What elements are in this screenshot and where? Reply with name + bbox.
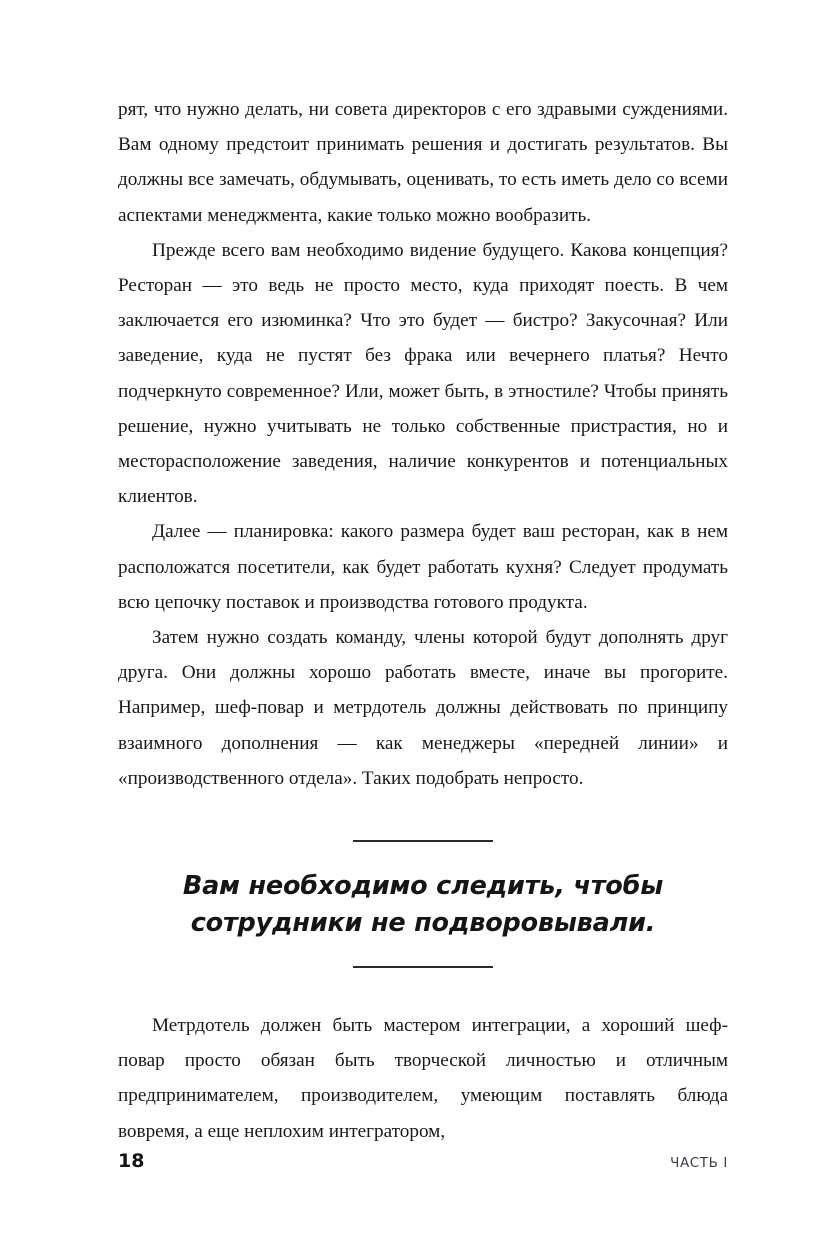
paragraph-3: Далее — планировка: какого размера будет ваш ресторан, как в нем расположатся посетители, как будет работать кухня? Следует продумать всю цепочку поставок и производства готового продукта. bbox=[118, 521, 728, 613]
paragraph-1: рят, что нужно делать, ни совета директоров с его здравыми суждениями. Вам одному предстоит принимать решения и достигать результатов. Вы должны все замечать, обдумывать, оценивать, то есть иметь дело со всеми аспектами менеджмента, какие только можно вообразить. bbox=[118, 99, 728, 226]
page-footer bbox=[118, 1150, 728, 1172]
page-body bbox=[118, 92, 728, 796]
running-head: ЧАСТЬ I bbox=[670, 1155, 728, 1171]
paragraph-2: Прежде всего вам необходимо видение будущего. Какова концепция? Ресторан — это ведь не просто место, куда приходят поесть. В чем заключается его изюминка? Что это будет — бистро? Закусочная? Или заведение, куда не пустят без фрака или вечернего платья? Нечто подчеркнуто современное? Или, может быть, в этностиле? Чтобы принять решение, нужно учитывать не только собственные пристрастия, но и месторасположение заведения, наличие конкурентов и потенциальных клиентов. bbox=[118, 239, 728, 508]
pull-quote-rule-top bbox=[353, 840, 493, 842]
paragraph-4: Затем нужно создать команду, члены которой будут дополнять друг друга. Они должны хорошо работать вместе, иначе вы прогорите. Например, шеф-повар и метрдотель должны действовать по принципу взаимного дополнения — как менеджеры «передней линии» и «производственного отдела». Таких подобрать непросто. bbox=[118, 627, 728, 789]
pull-quote bbox=[118, 840, 728, 968]
paragraph-5: Метрдотель должен быть мастером интеграции, а хороший шеф-повар просто обязан быть творческой личностью и отличным предпринимателем, производителем, умеющим поставлять блюда вовремя, а еще неплохим интегратором, bbox=[118, 1015, 728, 1142]
page-body-continued bbox=[118, 1008, 728, 1149]
page-number: 18 bbox=[118, 1150, 145, 1172]
pull-quote-text: Вам необходимо следить, чтобы сотрудники не подворовывали. bbox=[182, 871, 664, 939]
pull-quote-rule-bottom bbox=[353, 966, 493, 968]
